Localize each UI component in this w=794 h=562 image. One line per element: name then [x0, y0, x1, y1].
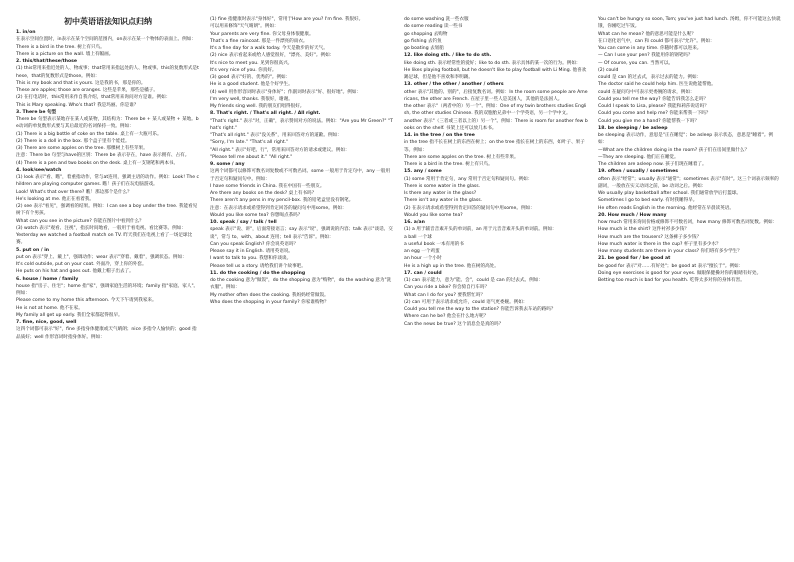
paragraph: The children are asleep now. 孩子们现在睡着了。	[598, 162, 707, 167]
column-1-body	[16, 29, 200, 341]
paragraph: There is some water in the glass.	[404, 183, 481, 189]
column-4	[598, 16, 782, 556]
paragraph: (2) nice 表示看起来或给人感觉很好，"漂亮、美好"。例如：	[210, 53, 335, 59]
paragraph: "That's all right." 表示"没关系"，用来回答对方的道歉。例如：	[210, 133, 342, 138]
column-4-body	[598, 16, 782, 284]
paragraph: (1) this常用来指近处的人、物或事；that常用来指远处的人、物或事。this的复数形式是these，that的复数形式是those。例如：	[16, 66, 199, 79]
paragraph: He is a high up in the tree. 他在树的高处。	[404, 263, 499, 269]
paragraph: (2) see 表示"看见"，强调看的结果。例如：I can see a boy under the tree. 我能看见树下有个男孩。	[16, 204, 198, 217]
paragraph: It's cold outside, put on your coat. 外面冷，穿上你的外套。	[16, 262, 147, 267]
paragraph: There be 句型表示某地存在某人或某物，其结构为：There be + 某人或某物 + 某地。be动词的单复数形式要与其后最近的名词保持一致。例如：	[16, 117, 199, 130]
paragraph: be good for 表示"对……有好处"；be good at 表示"擅长于"。例如：	[598, 263, 744, 269]
paragraph: "All right." 表示"好吧、行"，常用来回答对方的请求或建议。例如：	[210, 147, 350, 153]
paragraph: (3) good 表示"好的、优秀的"。例如：	[210, 75, 291, 80]
paragraph: Your parents are very fine. 你父母身体很健康。	[210, 31, 314, 37]
paragraph: My mother often does the cooking. 我妈妈经常做饭。	[210, 292, 329, 298]
section-heading: 8. That's right. / That's all right. / All right.	[210, 111, 321, 117]
paragraph: This is Mary speaking. Who's that? 我是玛丽。你是谁？	[16, 102, 139, 108]
paragraph: There are some apples on the tree. 树上有些苹果。	[404, 154, 519, 160]
paragraph: (1) some 常用于肯定句，any 常用于否定句和疑问句。例如：	[404, 176, 533, 182]
paragraph: do some reading 读一些书	[404, 24, 463, 30]
paragraph: put on 表示"穿上、戴上"，强调动作；wear 表示"穿着、戴着"，强调状态。例如：	[16, 254, 187, 260]
paragraph: Look! What's that over there? 瞧！那边那个是什么？	[16, 189, 132, 195]
paragraph: It's very nice of you. 你真好。	[210, 67, 277, 73]
section-heading: 10. speak / say / talk / tell	[210, 220, 277, 225]
section-heading: 20. How much / How many	[598, 212, 667, 218]
paragraph: Could you come and help me? 你能来帮我一下吗？	[598, 111, 711, 117]
paragraph: do the cooking 意为"做饭"，do the shopping 意为"购物"，do the washing 意为"洗衣服"。例如：	[210, 278, 392, 291]
paragraph: Betting too much is bad for you health. 吃得太多对你的身体有害。	[598, 278, 745, 283]
paragraph: Could I speak to Lisa, please? 我能和莉莎说话吗？	[598, 104, 709, 109]
paragraph: He puts on his hat and goes out. 他戴上帽子出去了。	[16, 269, 134, 275]
paragraph: He is not at home. 他不在家。	[16, 305, 83, 311]
paragraph: could 是 can 的过去式，表示过去的能力。例如：	[598, 75, 702, 80]
document-title: 初中英语语法知识点归纳	[64, 17, 152, 26]
paragraph: We usually play basketball after school. 我们通常放学后打篮球。	[598, 191, 742, 196]
paragraph: an hour 一个小时	[404, 256, 442, 262]
paragraph: (2) 在打电话时，this常用来作自我介绍，that常用来询问对方是谁。例如：	[16, 95, 171, 101]
paragraph: house 指"房子、住宅"；home 指"家"，强调家庭生活的环境；family 指"家庭、家人"。例如：	[16, 283, 199, 296]
paragraph: a useful book 一本有用的书	[404, 241, 464, 247]
paragraph: 在口语化语气中，can 和 could 都可表示"允许"。例如：	[598, 38, 715, 44]
section-heading: 5. put on / in	[16, 247, 50, 253]
paragraph: You can come in any time. 你随时都可以进来。	[598, 46, 702, 51]
paragraph: — Of course, you can. 当然可以。	[598, 60, 674, 66]
paragraph: Can you speak English? 你会说英语吗？	[210, 241, 299, 247]
paragraph: He often reads English in the morning. 他经常在早晨读英语。	[598, 205, 734, 211]
paragraph: 可以用来修饰"天气晴朗"。例如：	[210, 24, 279, 30]
paragraph: Could you tell me the way? 你能告诉我怎么走吗？	[598, 96, 709, 102]
paragraph: do some washing 洗一些衣服	[404, 17, 469, 22]
paragraph: How many students are there in your class? 你们班有多少学生？	[598, 249, 742, 254]
section-heading: 3. There be 句型	[16, 109, 57, 115]
paragraph: My family all get up early. 我们全家都起得很早。	[16, 312, 123, 318]
paragraph: Can you ride a bike? 你会骑自行车吗？	[404, 285, 490, 291]
paragraph: Could you give me a hand? 你能帮我一下吗？	[598, 118, 699, 124]
paragraph: (1) can 表示能力，意为"能、会"，could 是 can 的过去式。例如：	[404, 278, 543, 283]
section-heading: 19. often / usually / sometimes	[598, 169, 678, 175]
paragraph: The doctor said he could help him. 医生说他能帮他。	[598, 82, 716, 88]
paragraph: often 表示"经常"；usually 表示"通常"；sometimes 表示"有时"。这三个词表示频率的副词，一般放在实义动词之前，be 动词之后。例如：	[598, 176, 779, 189]
paragraph: Is there any water in the glass?	[404, 191, 477, 196]
paragraph: 这四个词都可表示"好"，fine 多指身体健康或天气晴朗；nice 多指令人愉快的；good 指品质好；well 作形容词时指身体好。例如：	[16, 327, 197, 340]
section-heading: 4. look/see/watch	[16, 167, 62, 173]
paragraph: (2) could	[598, 67, 619, 73]
paragraph: Please say it in English. 请用英语说。	[210, 249, 294, 254]
paragraph: Are there any books on the desk? 桌上有书吗？	[210, 191, 317, 196]
paragraph: How much is the shirt? 这件衬衫多少钱？	[598, 227, 689, 233]
paragraph: 注意：There be 句型与have的区别：There be 表示存在，have 表示拥有、占有。	[16, 153, 190, 159]
columns	[16, 16, 782, 556]
paragraph: 在表示空间位置时，in表示在某个空间的范围内，on表示在某一个物体的表面上。例如：	[16, 37, 196, 43]
paragraph: (1) a 用于辅音音素开头的单词前，an 用于元音音素开头的单词前。例如：	[404, 227, 557, 233]
paragraph: Doing eye exercises is good for your eyes. 做眼保健操对你的眼睛有好处。	[598, 270, 762, 276]
section-heading: 14. in the tree / on the tree	[404, 133, 475, 138]
paragraph: How much water is there in the cup? 杯子里有多少水？	[598, 241, 721, 247]
column-3	[404, 16, 588, 556]
column-2-body	[210, 16, 394, 306]
paragraph: "Please tell me about it." "All right."	[210, 154, 293, 160]
paragraph: Would you like some tea? 你想喝点茶吗？	[210, 212, 303, 218]
paragraph: go fishing 去钓鱼	[404, 38, 442, 44]
paragraph: He's looking at me. 他正在看着我。	[16, 196, 94, 202]
paragraph: (3) There are some apples on the tree. 那棵树上有些苹果。	[16, 146, 148, 151]
section-heading: 11. do the cooking / do the shopping	[210, 270, 306, 276]
section-heading: 12. like doing sth. / like to do sth.	[404, 53, 492, 59]
paragraph: (4) well 用作形容词时表示"身体好"；作副词时表示"好、很好地"。例如：	[210, 89, 362, 95]
paragraph: How much are the trousers? 这条裤子多少钱？	[598, 234, 702, 240]
paragraph: (2) can 可用于表示请求或允许，could 语气更委婉。例如：	[404, 299, 528, 305]
paragraph: could 在疑问句中可表示更委婉的请求，例如：	[598, 89, 695, 95]
paragraph: Sometimes I go to bed early. 有时我睡得早。	[598, 198, 698, 204]
paragraph: (1) fine 指健康时表示"身体好"，常用于How are you? I'm fine. 我很好。	[210, 17, 364, 22]
paragraph: the other 表示"（两者中的）另一个"。例如：One of my twin brothers studies English, the other studies Chinese. 我的双胞胎兄弟中一个学英语，另一个学中文。	[404, 104, 587, 117]
paragraph: be sleeping 表示动作，意思是"正在睡觉"；be asleep 表示状态，意思是"睡着"。例如：	[598, 133, 774, 146]
column-1	[16, 16, 200, 556]
section-heading: 16. a/an	[404, 220, 425, 225]
paragraph: Yesterday we watched a football match on TV. 昨天我们在电视上看了一场足球比赛。	[16, 233, 193, 246]
paragraph: —They are sleeping. 他们正在睡觉。	[598, 154, 679, 160]
section-heading: 15. any / some	[404, 169, 442, 175]
paragraph: This is my book and that is yours. 这是我的书，那是你的。	[16, 80, 146, 86]
section-heading: 17. can / could	[404, 270, 442, 276]
paragraph: (3) watch 表示"观看、注视"，指长时间地看，一般用于看电视、看比赛等。例如：	[16, 225, 186, 231]
paragraph: I want to talk to you. 我想和你谈谈。	[210, 256, 292, 262]
paragraph: Where can he be? 他会在什么地方呢？	[404, 314, 489, 320]
paragraph: 注意：在表示请求或希望得到肯定回答的疑问句中用some。例如：	[210, 205, 347, 211]
paragraph: Who does the shopping in your family? 你家谁购物？	[210, 299, 329, 305]
paragraph: like doing sth. 表示经常性的爱好；like to do sth. 表示具体的某一次的行为。例如：	[404, 60, 581, 66]
paragraph: (4) There is a pen and two books on the desk. 桌上有一支钢笔和两本书。	[16, 160, 179, 166]
paragraph: These are apples; those are oranges. 这些是苹果，那些是橘子。	[16, 88, 158, 93]
paragraph: I'm very well, thanks. 我很好，谢谢。	[210, 96, 293, 102]
paragraph: go shopping 去购物	[404, 31, 448, 37]
paragraph: "That's right." 表示"对，正确"，表示赞同对方的说法。例如："Are you Mr Green?" "That's right."	[210, 118, 393, 131]
paragraph: What can he mean? 他的意思可能是什么呢？	[598, 31, 696, 37]
paragraph: "Sorry, I'm late." "That's all right."	[210, 140, 289, 146]
paragraph: Please come to my home this afternoon. 今天下午请到我家来。	[16, 298, 157, 304]
paragraph: What can you see in the picture? 你能在图片中看到什么？	[16, 218, 144, 224]
paragraph: There is a bird in the tree. 树上有只鸟。	[16, 44, 105, 50]
paragraph: (1) There is a big bottle of coke on the table. 桌上有一大瓶可乐。	[16, 131, 162, 137]
paragraph: a ball 一个球	[404, 234, 432, 240]
paragraph: He likes playing football, but he doesn't like to play football with Li Ming. 他喜欢踢足球，但是他不喜欢和李明踢。	[404, 67, 587, 80]
paragraph: You can't be hungry so soon, Tom; you've just had lunch. 汤姆，你不可能这么快就饿，你刚吃过午饭。	[598, 17, 781, 30]
paragraph: My friends sing well. 我的朋友们唱得很好。	[210, 104, 305, 109]
paragraph: 这两个词都可以修饰可数名词复数或不可数名词。some 一般用于肯定句中，any 一般用于否定句和疑问句中。例如：	[210, 169, 391, 182]
paragraph: — Can I use your pen? 我能用你的钢笔吗？	[598, 53, 693, 59]
section-heading: 13. other / the other / another / others	[404, 82, 504, 88]
column-2	[210, 16, 394, 556]
paragraph: It's a fine day for a walk today. 今天是散步的好天气。	[210, 46, 328, 51]
section-heading: 7. fine, nice, good, well	[16, 320, 77, 325]
section-heading: 6. house / home / family	[16, 276, 79, 282]
section-heading: 1. in/on	[16, 30, 36, 35]
paragraph: other 表示"其他的、别的"，后接复数名词。例如：In the room some people are Americans, the other are French. 在屋子里一些人是美国人，其他的是法国人。	[404, 89, 588, 102]
section-heading: 9. some / any	[210, 162, 245, 167]
paragraph: —What are the children doing in the room? 孩子们在房间里做什么？	[598, 147, 750, 153]
paragraph: (2) There is a doll in the box. 那个盒子里有个娃娃。	[16, 138, 130, 144]
section-heading: 2. this/that/these/those	[16, 59, 78, 64]
paragraph: Please tell us a story. 请给我们讲个故事吧。	[210, 263, 306, 269]
paragraph: an egg 一个鸡蛋	[404, 249, 440, 254]
column-3-body	[404, 16, 588, 328]
paragraph: There is a picture on the wall. 墙上有幅画。	[16, 51, 114, 57]
paragraph: Would you like some tea?	[404, 212, 463, 218]
paragraph: in the tree 指不长在树上的东西在树上；on the tree 指长在树上的东西，如叶子、果子等。例如：	[404, 140, 585, 153]
paragraph: another 表示"（三者或三者以上的）另一个"。例如：There is room for another few books on the shelf. 书架上还可以放几本书。	[404, 118, 588, 131]
paragraph: speak 表示"说、讲"，后面常接语言；say 表示"说"，强调说的内容；talk 表示"谈话、交谈"，常与 to、with、about 连用；tell 表示"告诉"。例如：	[210, 227, 393, 240]
paragraph: There isn't any water in the glass.	[404, 198, 483, 204]
paragraph: He is a good student. 他是个好学生。	[210, 82, 293, 88]
paragraph: (1) look 表示"看、瞧"，着重指动作，常与at连用，强调主语的动作。例如：Look! The children are playing computer games. 瞧！孩子们在玩电脑游戏。	[16, 175, 200, 188]
paragraph: There aren't any pens in my pencil-box. 我的铅笔盒里没有钢笔。	[210, 198, 354, 204]
paragraph: how much 常用来询问价格或修饰不可数名词，how many 修饰可数名词复数。例如：	[598, 220, 778, 225]
paragraph: It's nice to meet you. 见到你很高兴。	[210, 60, 293, 66]
paragraph: That's a fine raincoat. 那是一件漂亮的雨衣。	[210, 38, 308, 44]
section-heading: 18. be sleeping / be asleep	[598, 125, 668, 131]
paragraph: Can the news be true? 这个消息会是真的吗？	[404, 321, 504, 327]
paragraph: (2) 在表示请求或希望得到肯定回答的疑问句中用some。例如：	[404, 205, 535, 211]
paragraph: I have some friends in China. 我在中国有一些朋友。	[210, 183, 325, 189]
paragraph: What can I do for you? 要我帮忙吗？	[404, 292, 485, 298]
paragraph: Could you tell me the way to the station? 你能告诉我去车站的路吗？	[404, 307, 556, 312]
paragraph: There is a bird in the tree. 树上有只鸟。	[404, 162, 493, 167]
section-heading: 21. be good for / be good at	[598, 256, 671, 262]
paragraph: go boating 去划船	[404, 46, 444, 51]
